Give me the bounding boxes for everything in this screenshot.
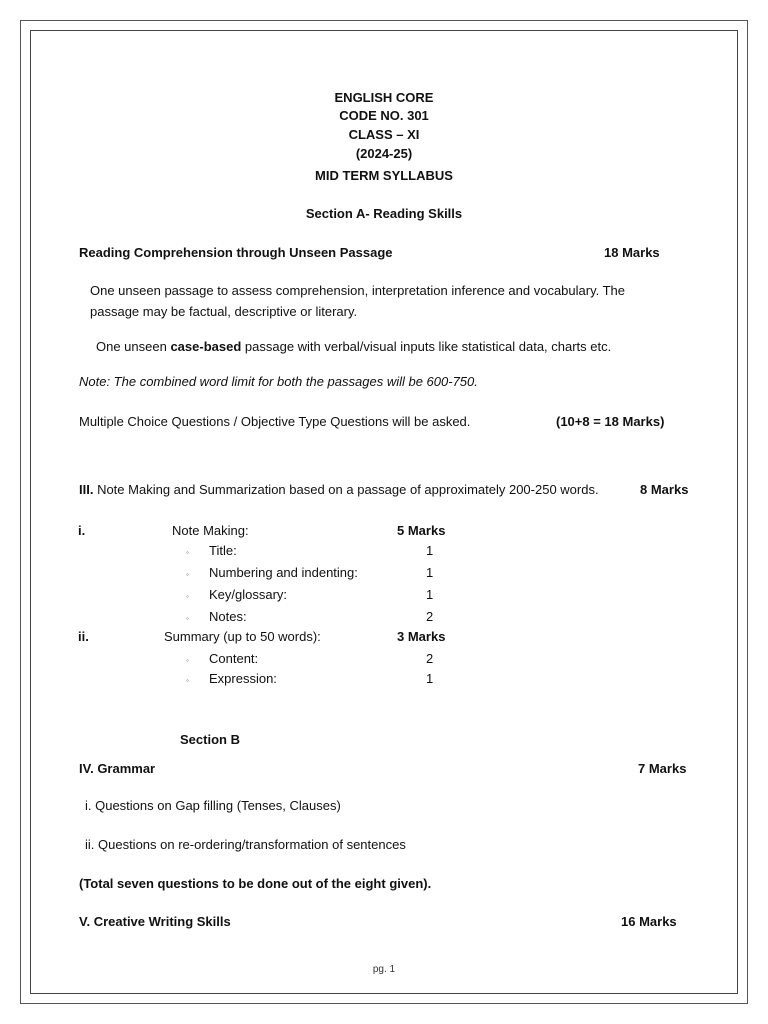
section-iii-text: Note Making and Summarization based on a passage of approximately 200-250 words. [93,482,599,497]
bullet-icon: ◦ [186,570,189,579]
creative-marks: 16 Marks [621,914,677,929]
para1-line2: passage may be factual, descriptive or literary. [90,304,358,319]
sub-numbering-value: 1 [426,565,434,580]
para1-line1: One unseen passage to assess comprehension, interpretation inference and vocabulary. The [90,283,626,298]
sub-key-label: Key/glossary: [209,587,288,602]
grammar-heading: IV. Grammar [79,761,156,776]
note-making-label: Note Making: [172,523,249,538]
sub-numbering-label: Numbering and indenting: [209,565,358,580]
sub-title-label: Title: [209,543,237,558]
item-i-numeral: i. [78,523,86,538]
para2-bold: case-based [170,339,242,354]
sub-expression-value: 1 [426,671,434,686]
summary-label: Summary (up to 50 words): [164,629,321,644]
note-making-marks: 5 Marks [397,523,446,538]
sub-title-value: 1 [426,543,434,558]
reading-marks: 18 Marks [604,245,660,260]
sub-expression-label: Expression: [209,671,277,686]
bullet-icon: ◦ [186,676,189,685]
syllabus-title: MID TERM SYLLABUS [315,168,453,183]
grammar-q2: ii. Questions on re-ordering/transformation of sentences [85,837,406,852]
page-number: pg. 1 [372,964,396,975]
section-iii-numeral: III. [79,482,94,497]
code-number: CODE NO. 301 [339,108,429,123]
mcq-text: Multiple Choice Questions / Objective Type Questions will be asked. [79,414,471,429]
grammar-total: (Total seven questions to be done out of the eight given). [79,876,432,891]
bullet-icon: ◦ [186,656,189,665]
class-label: CLASS – XI [348,127,420,142]
bullet-icon: ◦ [186,592,189,601]
section-b-title: Section B [180,732,240,747]
summary-marks: 3 Marks [397,629,446,644]
grammar-q1: i. Questions on Gap filling (Tenses, Clauses) [85,798,341,813]
sub-key-value: 1 [426,587,434,602]
creative-heading: V. Creative Writing Skills [79,914,231,929]
para2-suffix: passage with verbal/visual inputs like statistical data, charts etc. [241,339,612,354]
sub-content-value: 2 [426,651,434,666]
reading-heading: Reading Comprehension through Unseen Passage [79,245,393,260]
word-limit-note: Note: The combined word limit for both the passages will be 600-750. [79,374,478,389]
session-year: (2024-25) [355,146,413,161]
sub-content-label: Content: [209,651,259,666]
sub-notes-label: Notes: [209,609,247,624]
para2-prefix: One unseen [96,339,171,354]
item-ii-numeral: ii. [78,629,89,644]
grammar-marks: 7 Marks [638,761,687,776]
bullet-icon: ◦ [186,614,189,623]
section-iii-heading [79,481,599,499]
mcq-marks: (10+8 = 18 Marks) [556,414,665,429]
section-iii-marks: 8 Marks [640,482,689,497]
bullet-icon: ◦ [186,548,189,557]
sub-notes-value: 2 [426,609,434,624]
subject-title: ENGLISH CORE [334,90,434,105]
section-a-title: Section A- Reading Skills [305,206,463,221]
para2 [96,338,611,356]
